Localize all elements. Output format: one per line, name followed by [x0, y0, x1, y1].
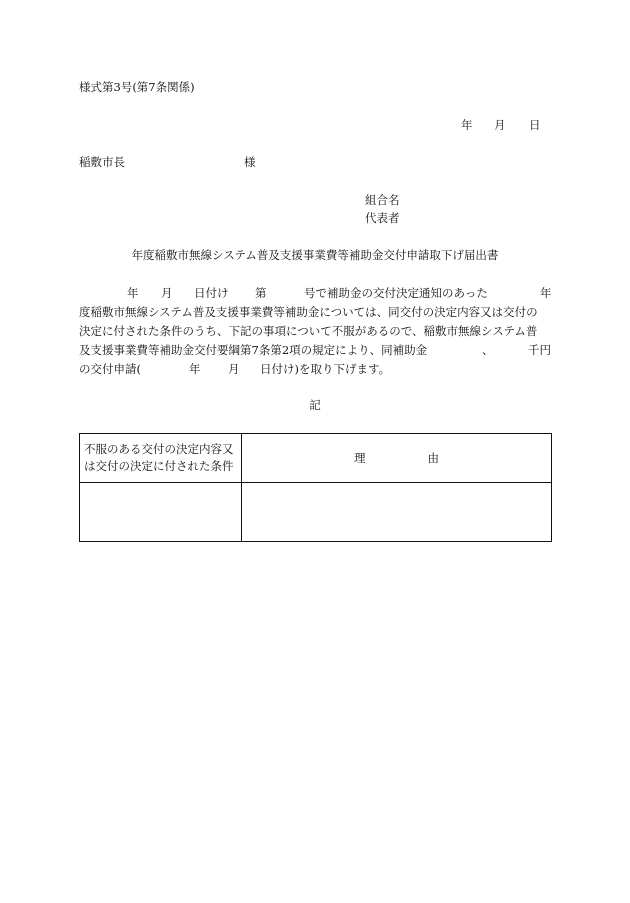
body-number-suffix: 号で補助金の交付決定通知のあった	[304, 286, 488, 300]
body-number-prefix: 第	[255, 286, 267, 300]
body-amount-unit: 千円	[528, 343, 551, 357]
addressee-name: 稲敷市長	[79, 155, 125, 169]
form-number: 様式第3号(第7条関係)	[79, 80, 195, 94]
body-year-end-label: 年	[540, 286, 552, 300]
document-title: 年度稲敷市無線システム普及支援事業費等補助金交付申請取下げ届出書	[131, 248, 499, 262]
body-line-5-suffix: 日付け)を取り下げます。	[260, 362, 391, 376]
disputed-conditions-cell[interactable]	[80, 483, 242, 542]
body-month-blank-label: 月	[161, 286, 173, 300]
reason-header-char-2: 由	[427, 450, 439, 465]
body-year-blank-label: 年	[127, 286, 139, 300]
body-line-2: 度稲敷市無線システム普及支援事業費等補助金については、同交付の決定内容又は交付の	[79, 305, 538, 319]
table-header-reason	[242, 434, 552, 483]
date-month-label: 月	[494, 118, 506, 132]
note-heading: 記	[309, 398, 321, 412]
union-name-label: 組合名	[365, 193, 400, 207]
body-dated-label: 日付け	[194, 286, 229, 300]
body-line-5-prefix: の交付申請(	[79, 362, 141, 376]
table-header-row	[80, 434, 552, 483]
reason-cell[interactable]	[242, 483, 552, 542]
body-line-5-year: 年	[189, 362, 201, 376]
table-entry-row	[80, 483, 552, 542]
date-day-label: 日	[529, 118, 541, 132]
reason-header-char-1: 理	[354, 450, 366, 465]
reason-table	[79, 433, 552, 542]
body-line-5-month: 月	[228, 362, 240, 376]
body-amount-comma: 、	[482, 343, 494, 357]
body-line-4-text: 及支援事業費等補助金交付要綱第7条第2項の規定により、同補助金	[79, 343, 428, 357]
representative-label: 代表者	[365, 211, 400, 225]
addressee-honorific: 様	[244, 155, 256, 169]
date-year-label: 年	[461, 118, 473, 132]
table-header-disputed-conditions: 不服のある交付の決定内容又は交付の決定に付された条件	[80, 434, 242, 483]
body-line-3: 決定に付された条件のうち、下記の事項について不服があるので、稲敷市無線システム普	[79, 324, 538, 338]
